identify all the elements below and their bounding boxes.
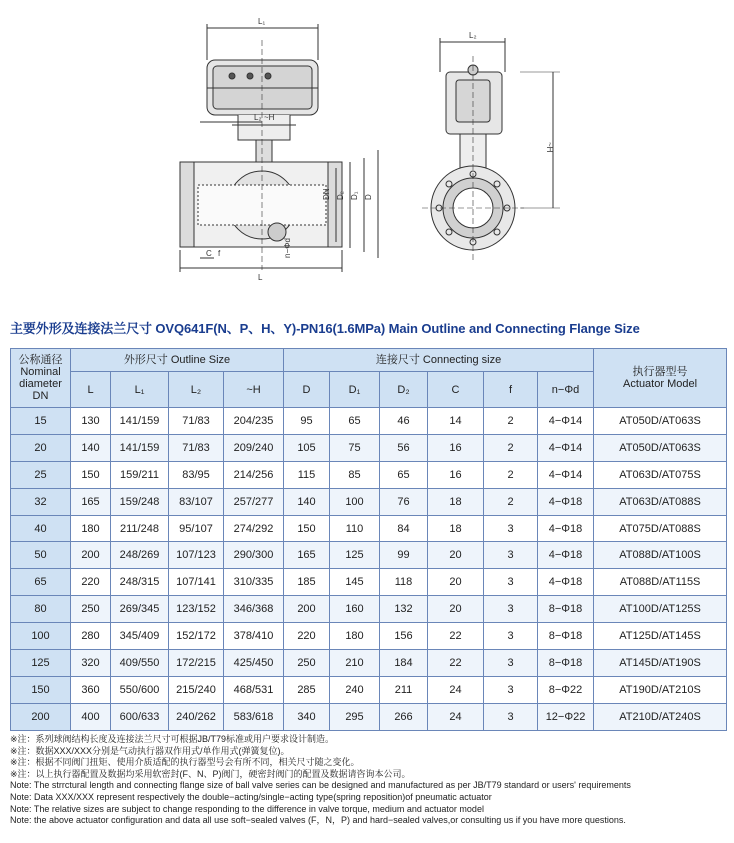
cell-c: 24 (428, 676, 484, 703)
note-line: Note: The strrctural length and connecting flange size of ball valve series can be designed and manufactured as per JB/T79 standard or users' requirements (10, 780, 631, 791)
table-row (11, 676, 727, 703)
cell-actuator: AT125D/AT145S (594, 623, 727, 650)
cell-actuator: AT100D/AT125S (594, 596, 727, 623)
cell-d1: 125 (330, 542, 380, 569)
cell-d: 340 (284, 703, 330, 730)
cell-l1: 345/409 (111, 623, 169, 650)
header-dn (11, 349, 71, 408)
cell-h: 310/335 (224, 569, 284, 596)
cell-h: 214/256 (224, 461, 284, 488)
cell-c: 18 (428, 488, 484, 515)
header-h: ~H (224, 372, 284, 408)
cell-nd: 8−Φ18 (538, 596, 594, 623)
cell-h: 290/300 (224, 542, 284, 569)
cell-c: 20 (428, 569, 484, 596)
cell-actuator: AT145D/AT190S (594, 650, 727, 677)
cell-dn: 20 (11, 434, 71, 461)
cell-c: 16 (428, 434, 484, 461)
cell-l: 165 (71, 488, 111, 515)
cell-f: 2 (484, 461, 538, 488)
note-line: Note: Data XXX/XXX represent respectively the double−acting/single−acting type(spring reposition)of pneumatic actuator (10, 791, 492, 802)
dim-label-h-side: ~H (545, 142, 554, 153)
cell-d2: 184 (380, 650, 428, 677)
cell-f: 3 (484, 515, 538, 542)
cell-d2: 56 (380, 434, 428, 461)
cell-d: 95 (284, 408, 330, 435)
valve-drawings (0, 0, 734, 305)
header-c: C (428, 372, 484, 408)
dim-label-d2: D₂ (336, 191, 345, 200)
table-row (11, 542, 727, 569)
table-row (11, 623, 727, 650)
cell-actuator: AT050D/AT063S (594, 408, 727, 435)
cell-l1: 600/633 (111, 703, 169, 730)
header-actuator-line1: 执行器型号 (632, 366, 688, 378)
cell-dn: 200 (11, 703, 71, 730)
header-dn-line1: 公称通径 (18, 354, 63, 366)
cell-l2: 172/215 (169, 650, 224, 677)
header-l1: L₁ (111, 372, 169, 408)
dim-label-d1: D₁ (350, 191, 359, 200)
table-row (11, 703, 727, 730)
dim-label-d: D (364, 194, 373, 200)
cell-actuator: AT210D/AT240S (594, 703, 727, 730)
cell-f: 2 (484, 408, 538, 435)
dim-label-dn: DN (322, 188, 331, 200)
cell-dn: 50 (11, 542, 71, 569)
dim-label-h-front: ~H (264, 113, 275, 122)
cell-l2: 152/172 (169, 623, 224, 650)
header-dn-line3: diameter (19, 378, 62, 390)
header-connecting-size: 连接尺寸 Connecting size (284, 349, 594, 372)
cell-d: 185 (284, 569, 330, 596)
dim-label-l: L (258, 273, 263, 282)
note-line: ※注：根据不同阀门扭矩、使用介质适配的执行器型号会有所不同，相关尺寸随之变化。 (10, 757, 360, 768)
cell-d: 165 (284, 542, 330, 569)
cell-c: 16 (428, 461, 484, 488)
cell-d2: 118 (380, 569, 428, 596)
cell-l2: 107/141 (169, 569, 224, 596)
cell-actuator: AT190D/AT210S (594, 676, 727, 703)
cell-h: 257/277 (224, 488, 284, 515)
cell-d: 200 (284, 596, 330, 623)
cell-c: 14 (428, 408, 484, 435)
cell-f: 3 (484, 703, 538, 730)
dim-label-f: f (218, 249, 221, 258)
header-d2: D₂ (380, 372, 428, 408)
cell-d: 150 (284, 515, 330, 542)
cell-f: 3 (484, 623, 538, 650)
spec-table-body (11, 408, 727, 731)
cell-d: 285 (284, 676, 330, 703)
cell-l1: 409/550 (111, 650, 169, 677)
cell-dn: 32 (11, 488, 71, 515)
cell-actuator: AT063D/AT075S (594, 461, 727, 488)
cell-dn: 40 (11, 515, 71, 542)
cell-l1: 248/269 (111, 542, 169, 569)
table-row (11, 650, 727, 677)
cell-l: 280 (71, 623, 111, 650)
cell-f: 3 (484, 596, 538, 623)
cell-actuator: AT075D/AT088S (594, 515, 727, 542)
cell-dn: 15 (11, 408, 71, 435)
cell-d2: 266 (380, 703, 428, 730)
cell-nd: 12−Φ22 (538, 703, 594, 730)
table-row (11, 434, 727, 461)
cell-d1: 240 (330, 676, 380, 703)
page-title: 主要外形及连接法兰尺寸 OVQ641F(N、P、H、Y)-PN16(1.6MPa) Main Outline and Connecting Flange Size (10, 321, 640, 336)
cell-l2: 71/83 (169, 434, 224, 461)
cell-d1: 180 (330, 623, 380, 650)
cell-d1: 210 (330, 650, 380, 677)
cell-d: 140 (284, 488, 330, 515)
cell-l: 220 (71, 569, 111, 596)
cell-l2: 83/107 (169, 488, 224, 515)
cell-dn: 125 (11, 650, 71, 677)
header-actuator-model (594, 349, 727, 408)
cell-nd: 8−Φ22 (538, 676, 594, 703)
cell-h: 274/292 (224, 515, 284, 542)
note-line: Note: The relative sizes are subject to change responding to the difference in valve torque, medium and actuator model (10, 803, 484, 814)
cell-h: 583/618 (224, 703, 284, 730)
cell-nd: 4−Φ18 (538, 542, 594, 569)
cell-c: 18 (428, 515, 484, 542)
cell-h: 204/235 (224, 408, 284, 435)
cell-l: 130 (71, 408, 111, 435)
cell-d2: 132 (380, 596, 428, 623)
cell-f: 3 (484, 650, 538, 677)
front-view-drawing (180, 24, 378, 272)
cell-nd: 4−Φ14 (538, 461, 594, 488)
notes (10, 734, 730, 827)
dim-label-c: C (206, 249, 212, 258)
cell-actuator: AT088D/AT100S (594, 542, 727, 569)
cell-d1: 65 (330, 408, 380, 435)
cell-c: 24 (428, 703, 484, 730)
cell-l: 400 (71, 703, 111, 730)
cell-l: 140 (71, 434, 111, 461)
cell-d: 250 (284, 650, 330, 677)
cell-h: 346/368 (224, 596, 284, 623)
cell-d2: 76 (380, 488, 428, 515)
cell-l: 200 (71, 542, 111, 569)
cell-l2: 95/107 (169, 515, 224, 542)
cell-l1: 141/159 (111, 434, 169, 461)
cell-d2: 84 (380, 515, 428, 542)
cell-h: 468/531 (224, 676, 284, 703)
cell-l: 250 (71, 596, 111, 623)
cell-d1: 110 (330, 515, 380, 542)
note-line: Note: the above actuator configuration and data all use soft−sealed valves (F，N，P) and hard−sealed valves,or consulting us if you have more questions. (10, 815, 626, 826)
table-row (11, 569, 727, 596)
cell-d2: 156 (380, 623, 428, 650)
cell-h: 425/450 (224, 650, 284, 677)
cell-d1: 295 (330, 703, 380, 730)
cell-d2: 211 (380, 676, 428, 703)
cell-nd: 4−Φ18 (538, 515, 594, 542)
spec-table (10, 348, 727, 731)
cell-l2: 215/240 (169, 676, 224, 703)
header-d1: D₁ (330, 372, 380, 408)
cell-dn: 100 (11, 623, 71, 650)
cell-l1: 550/600 (111, 676, 169, 703)
cell-dn: 80 (11, 596, 71, 623)
cell-nd: 4−Φ14 (538, 408, 594, 435)
cell-nd: 8−Φ18 (538, 650, 594, 677)
cell-nd: 8−Φ18 (538, 623, 594, 650)
cell-nd: 4−Φ18 (538, 488, 594, 515)
cell-f: 3 (484, 542, 538, 569)
cell-l: 150 (71, 461, 111, 488)
cell-c: 20 (428, 596, 484, 623)
cell-d2: 65 (380, 461, 428, 488)
cell-l1: 211/248 (111, 515, 169, 542)
cell-d: 115 (284, 461, 330, 488)
header-nd: n−Φd (538, 372, 594, 408)
cell-c: 20 (428, 542, 484, 569)
cell-d1: 100 (330, 488, 380, 515)
header-outline-size: 外形尺寸 Outline Size (71, 349, 284, 372)
header-l2: L₂ (169, 372, 224, 408)
side-view-drawing (422, 38, 560, 260)
cell-l1: 141/159 (111, 408, 169, 435)
header-f: f (484, 372, 538, 408)
cell-l2: 83/95 (169, 461, 224, 488)
cell-l2: 240/262 (169, 703, 224, 730)
dim-label-nd: n−Φd (283, 238, 292, 258)
cell-d: 105 (284, 434, 330, 461)
cell-l: 320 (71, 650, 111, 677)
header-actuator-line2: Actuator Model (623, 378, 698, 390)
note-line: ※注：以上执行器配置及数据均采用软密封(F、N、P)阀门，硬密封阀门的配置及数据请咨询本公司。 (10, 768, 411, 779)
cell-d1: 85 (330, 461, 380, 488)
cell-nd: 4−Φ18 (538, 569, 594, 596)
cell-f: 2 (484, 434, 538, 461)
cell-l2: 71/83 (169, 408, 224, 435)
table-row (11, 408, 727, 435)
header-d: D (284, 372, 330, 408)
cell-c: 22 (428, 623, 484, 650)
dim-label-l1: L₁ (258, 17, 266, 26)
cell-l2: 123/152 (169, 596, 224, 623)
header-l: L (71, 372, 111, 408)
header-dn-line4: DN (32, 390, 49, 402)
cell-actuator: AT088D/AT115S (594, 569, 727, 596)
cell-dn: 25 (11, 461, 71, 488)
note-line: ※注：数据XXX/XXX分别是气动执行器双作用式/单作用式(弹簧复位)。 (10, 745, 290, 756)
cell-h: 209/240 (224, 434, 284, 461)
cell-l1: 159/248 (111, 488, 169, 515)
cell-f: 2 (484, 488, 538, 515)
note-line: ※注：系列球阀结构长度及连接法兰尺寸可根据JB/T79标准或用户要求设计制造。 (10, 734, 335, 744)
cell-h: 378/410 (224, 623, 284, 650)
cell-d2: 99 (380, 542, 428, 569)
cell-actuator: AT050D/AT063S (594, 434, 727, 461)
cell-l: 360 (71, 676, 111, 703)
cell-nd: 4−Φ14 (538, 434, 594, 461)
cell-d2: 46 (380, 408, 428, 435)
dim-label-l2: L₂ (254, 113, 262, 122)
cell-c: 22 (428, 650, 484, 677)
table-row (11, 515, 727, 542)
cell-l2: 107/123 (169, 542, 224, 569)
cell-l1: 269/345 (111, 596, 169, 623)
header-dn-line2: Nominal (20, 366, 61, 378)
cell-l1: 159/211 (111, 461, 169, 488)
cell-l1: 248/315 (111, 569, 169, 596)
cell-d1: 160 (330, 596, 380, 623)
table-row (11, 488, 727, 515)
cell-d1: 75 (330, 434, 380, 461)
cell-actuator: AT063D/AT088S (594, 488, 727, 515)
cell-f: 3 (484, 569, 538, 596)
cell-dn: 150 (11, 676, 71, 703)
cell-f: 3 (484, 676, 538, 703)
cell-dn: 65 (11, 569, 71, 596)
dim-label-l2-side: L₂ (469, 31, 477, 40)
cell-l: 180 (71, 515, 111, 542)
cell-d1: 145 (330, 569, 380, 596)
cell-d: 220 (284, 623, 330, 650)
table-row (11, 596, 727, 623)
table-row (11, 461, 727, 488)
